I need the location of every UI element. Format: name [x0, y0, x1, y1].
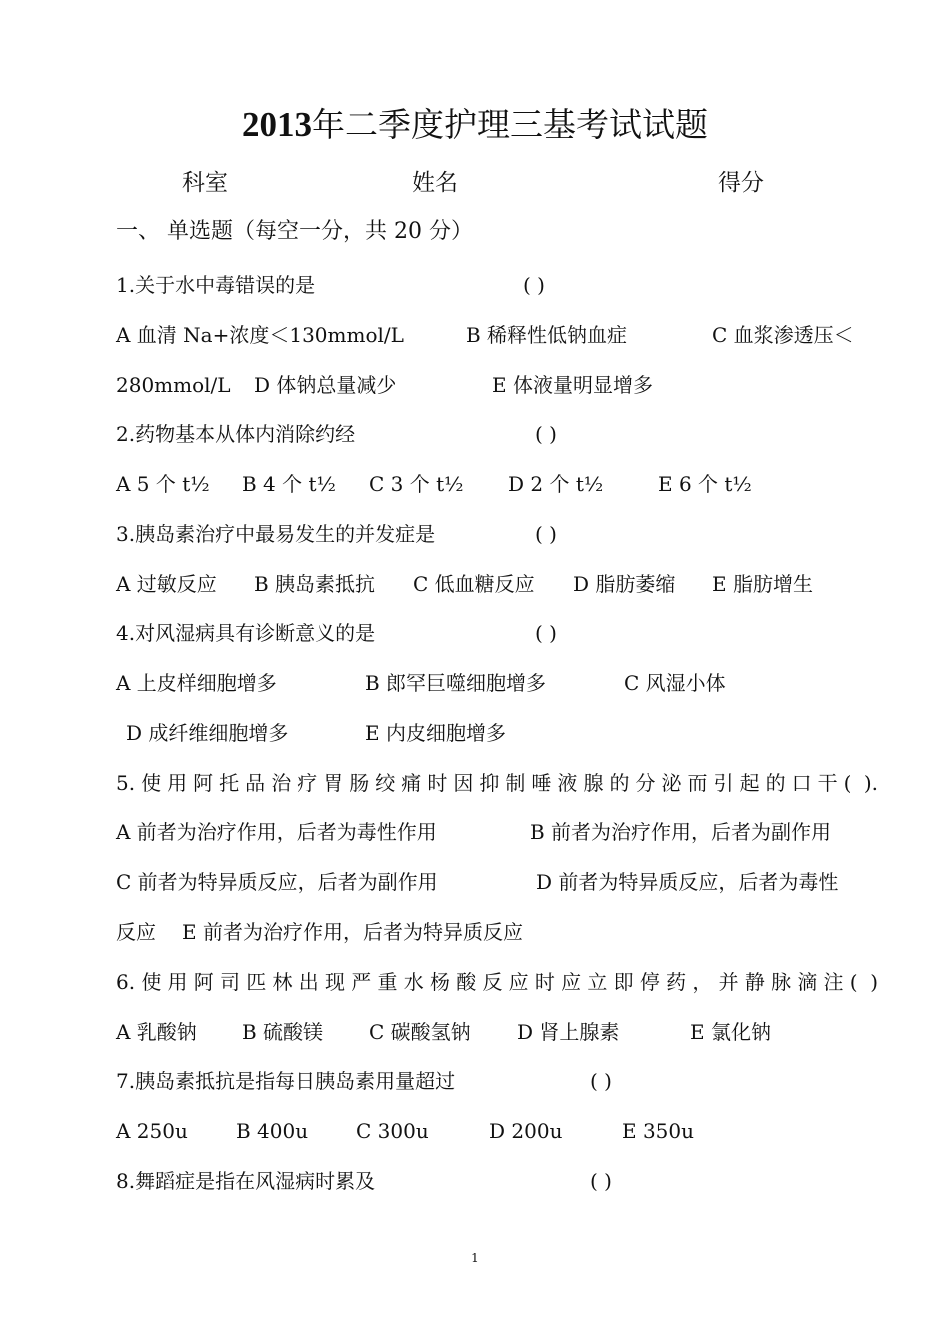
q7-option-d: D 200u [489, 1119, 563, 1143]
question-3-text: 3.胰岛素治疗中最易发生的并发症是 [116, 522, 436, 546]
question-7-answer-blank: ( ) [590, 1069, 612, 1093]
question-4-options-cont [0, 713, 950, 753]
question-5 [0, 763, 950, 803]
question-2-text: 2.药物基本从体内消除约经 [116, 422, 356, 446]
q5-option-e: E 前者为治疗作用，后者为特异质反应 [182, 920, 523, 944]
title-text: 年二季度护理三基考试试题 [312, 105, 708, 144]
q4-option-d: D 成纤维细胞增多 [126, 721, 289, 745]
question-4-answer-blank: ( ) [535, 621, 557, 645]
q1-option-d: D 体钠总量减少 [254, 373, 397, 397]
q2-option-c: C 3 个 t½ [369, 472, 464, 496]
question-8-answer-blank: ( ) [590, 1169, 612, 1193]
q5-option-d-cont: 反应 [116, 920, 156, 944]
question-5-options [0, 812, 950, 852]
question-4 [0, 613, 950, 653]
q3-option-c: C 低血糖反应 [413, 572, 535, 596]
question-7-options [0, 1111, 950, 1151]
q1-option-b: B 稀释性低钠血症 [466, 323, 628, 347]
page-title [0, 100, 950, 150]
question-7 [0, 1061, 950, 1101]
q2-option-a: A 5 个 t½ [116, 472, 210, 496]
question-1-options-cont [0, 365, 950, 405]
name-label: 姓名 [412, 170, 458, 196]
q7-option-e: E 350u [622, 1119, 695, 1143]
page-number: 1 [471, 1251, 479, 1265]
q5-option-d: D 前者为特异质反应，后者为毒性 [536, 870, 839, 894]
q7-option-a: A 250u [116, 1119, 188, 1143]
q4-option-e: E 内皮细胞增多 [365, 721, 506, 745]
q1-option-e: E 体液量明显增多 [492, 373, 653, 397]
q3-option-a: A 过敏反应 [116, 572, 217, 596]
q6-option-c: C 碳酸氢钠 [369, 1020, 471, 1044]
q6-option-d: D 肾上腺素 [517, 1020, 620, 1044]
question-4-text: 4.对风湿病具有诊断意义的是 [116, 621, 376, 645]
question-5-text: 5.使用阿托品治疗胃肠绞痛时因抑制唾液腺的分泌而引起的口干( ). [116, 771, 878, 795]
q1-option-c: C 血浆渗透压＜ [712, 323, 854, 347]
question-5-options-3 [0, 912, 950, 952]
score-label: 得分 [718, 170, 764, 196]
question-2-answer-blank: ( ) [535, 422, 557, 446]
question-6-options [0, 1012, 950, 1052]
q2-option-b: B 4 个 t½ [242, 472, 336, 496]
q4-option-b: B 郎罕巨噬细胞增多 [365, 671, 547, 695]
q5-option-c: C 前者为特异质反应，后者为副作用 [116, 870, 438, 894]
question-2 [0, 414, 950, 454]
q4-option-c: C 风湿小体 [624, 671, 726, 695]
question-3-answer-blank: ( ) [535, 522, 557, 546]
section-heading: 一、 单选题（每空一分，共 20 分） [116, 219, 473, 244]
question-8-text: 8.舞蹈症是指在风湿病时累及 [116, 1169, 376, 1193]
q3-option-b: B 胰岛素抵抗 [254, 572, 376, 596]
question-6-text: 6.使用阿司匹林出现严重水杨酸反应时应立即停药，并静脉滴注( ) [116, 970, 878, 994]
question-3-options [0, 564, 950, 604]
q1-option-a: A 血清 Na+浓度＜130mmol/L [116, 323, 404, 347]
question-5-options-2 [0, 862, 950, 902]
q6-option-b: B 硫酸镁 [242, 1020, 324, 1044]
q2-option-e: E 6 个 t½ [658, 472, 752, 496]
question-1-text: 1.关于水中毒错误的是 [116, 273, 316, 297]
title-year: 2013 [242, 105, 312, 144]
question-1-answer-blank: ( ) [523, 273, 545, 297]
q4-option-a: A 上皮样细胞增多 [116, 671, 277, 695]
question-2-options [0, 464, 950, 504]
q5-option-a: A 前者为治疗作用，后者为毒性作用 [116, 820, 437, 844]
q6-option-e: E 氯化钠 [690, 1020, 771, 1044]
q7-option-b: B 400u [236, 1119, 309, 1143]
section-heading-line [0, 212, 950, 252]
question-8 [0, 1161, 950, 1201]
question-7-text: 7.胰岛素抵抗是指每日胰岛素用量超过 [116, 1069, 456, 1093]
question-1-options [0, 315, 950, 355]
question-6 [0, 962, 950, 1002]
q5-option-b: B 前者为治疗作用，后者为副作用 [530, 820, 832, 844]
question-1 [0, 265, 950, 305]
question-4-options [0, 663, 950, 703]
q7-option-c: C 300u [356, 1119, 429, 1143]
q3-option-e: E 脂肪增生 [712, 572, 813, 596]
department-label: 科室 [182, 170, 228, 196]
q3-option-d: D 脂肪萎缩 [573, 572, 676, 596]
q6-option-a: A 乳酸钠 [116, 1020, 197, 1044]
q1-option-c-cont: 280mmol/L [116, 373, 231, 397]
question-3 [0, 514, 950, 554]
q2-option-d: D 2 个 t½ [508, 472, 604, 496]
